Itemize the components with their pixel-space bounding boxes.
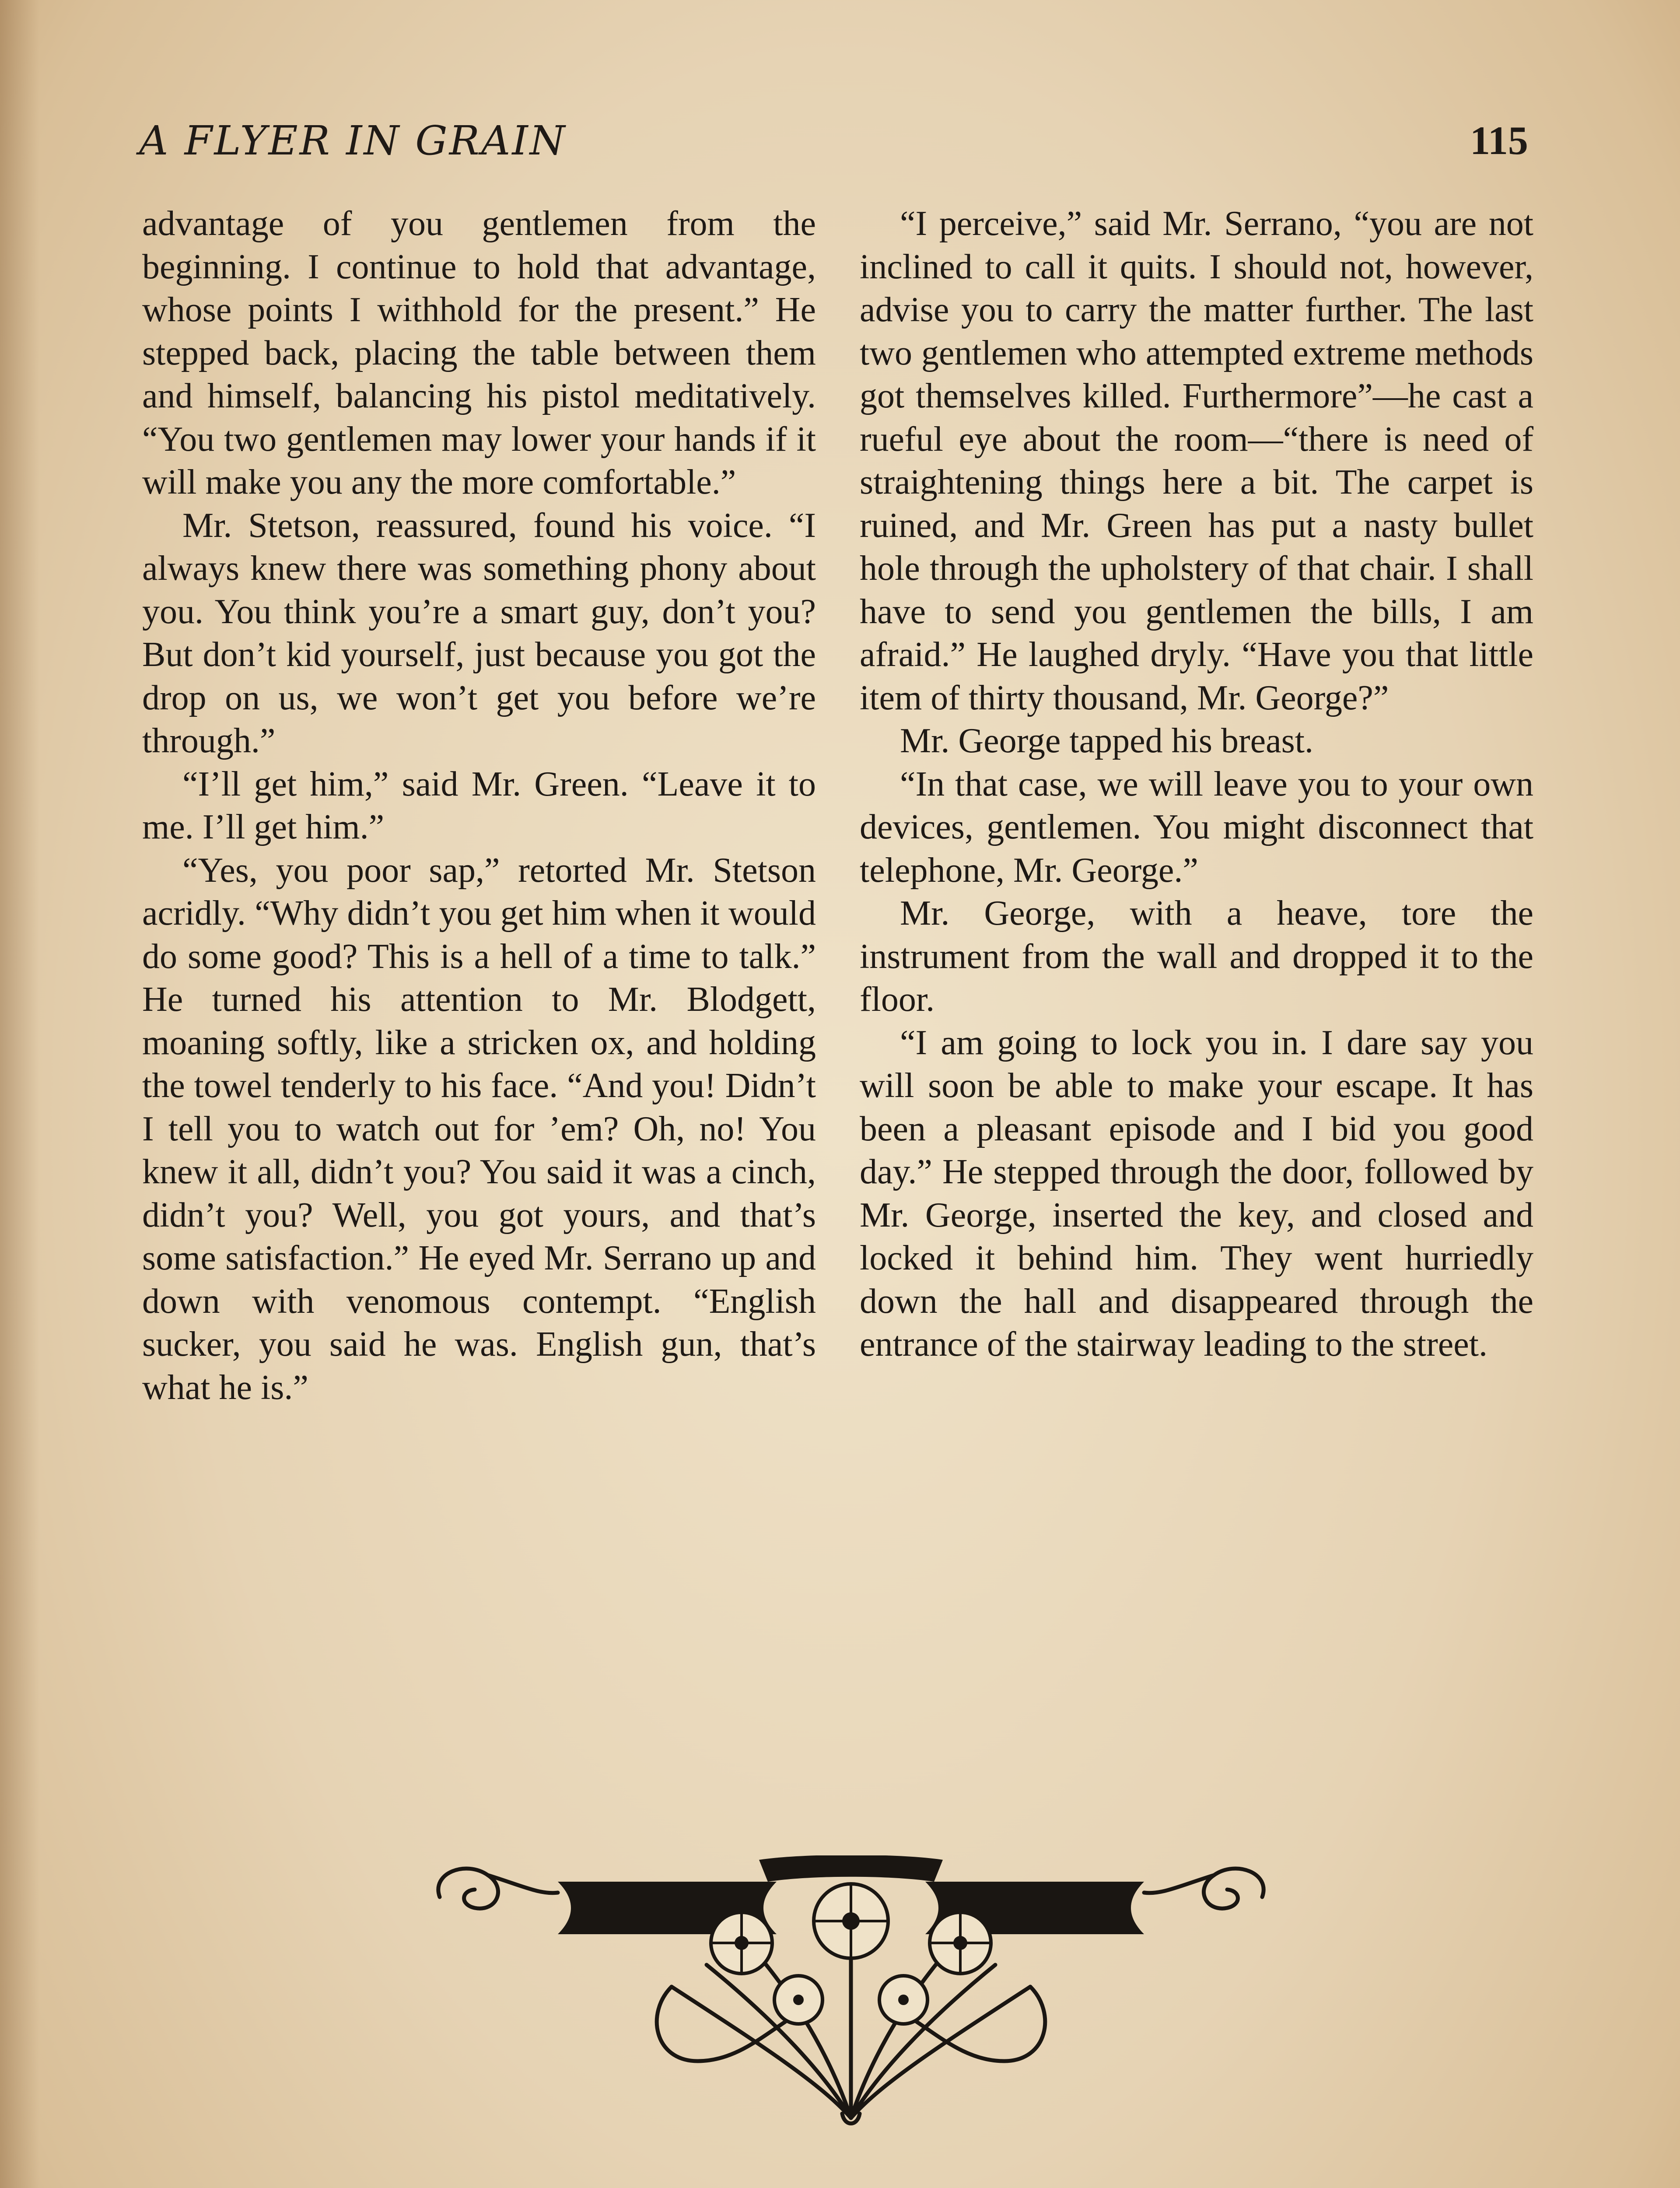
paragraph: advantage of you gentlemen from the beginning. I continue to hold that advantage, whose points I withhold for the present.” He stepped back, placing the table between them and himself, balancing his pistol meditatively. “You two gentlemen may lower your hands if it will make you any the more comfortable.” bbox=[142, 204, 816, 501]
paragraph: Mr. Stetson, reassured, found his voice. “I always knew there was something phony about you. You think you’re a smart guy, don’t you? But don’t kid yourself, just because you got the drop on us, we won’t get you before we’re through.” bbox=[142, 506, 816, 760]
floral-tailpiece-icon bbox=[427, 1855, 1275, 2135]
right-text-column bbox=[860, 202, 1533, 1366]
paragraph: “I perceive,” said Mr. Serrano, “you are not inclined to call it quits. I should not, however, advise you to carry the matter further. The last two gentlemen who attempted extreme methods got themselves killed. Furthermore”—he cast a rueful eye about the room—“there is need of straightening things here a bit. The carpet is ruined, and Mr. Green has put a nasty bullet hole through the upholstery of that chair. I shall have to send you gentlemen the bills, I am afraid.” He laughed dryly. “Have you that little item of thirty thousand, Mr. George?” bbox=[860, 204, 1533, 717]
paragraph: Mr. George tapped his breast. bbox=[900, 722, 1313, 760]
paragraph: “I am going to lock you in. I dare say you will soon be able to make your escape. It has been a pleasant episode and I bid you good day.” He stepped through the door, followed by Mr. George, inserted the key, and closed and locked it behind him. They went hurriedly down the hall and disappeared through the entrance of the stairway leading to the street. bbox=[860, 1023, 1533, 1364]
running-title: A FLYER IN GRAIN bbox=[139, 117, 567, 164]
paragraph: Mr. George, with a heave, tore the instrument from the wall and dropped it to the floor. bbox=[860, 894, 1533, 1019]
paragraph: “Yes, you poor sap,” retorted Mr. Stetson acridly. “Why didn’t you get him when it would do some good? This is a hell of a time to talk.” He turned his attention to Mr. Blodgett, moaning softly, like a stricken ox, and holding the towel tenderly to his face. “And you! Didn’t I tell you to watch out for ’em? Oh, no! You knew it all, didn’t you? You said it was a cinch, didn’t you? Well, you got yours, and that’s some satisfaction.” He eyed Mr. Serrano up and down with venomous contempt. “English sucker, you said he was. English gun, that’s what he is.” bbox=[142, 851, 816, 1407]
paragraph: “I’ll get him,” said Mr. Green. “Leave it to me. I’ll get him.” bbox=[142, 764, 816, 846]
page-number: 115 bbox=[1470, 118, 1528, 163]
paragraph: “In that case, we will leave you to your own devices, gentlemen. You might disconnect that telephone, Mr. George.” bbox=[860, 764, 1533, 890]
left-text-column bbox=[142, 202, 816, 1409]
spine-shadow bbox=[0, 0, 39, 2188]
